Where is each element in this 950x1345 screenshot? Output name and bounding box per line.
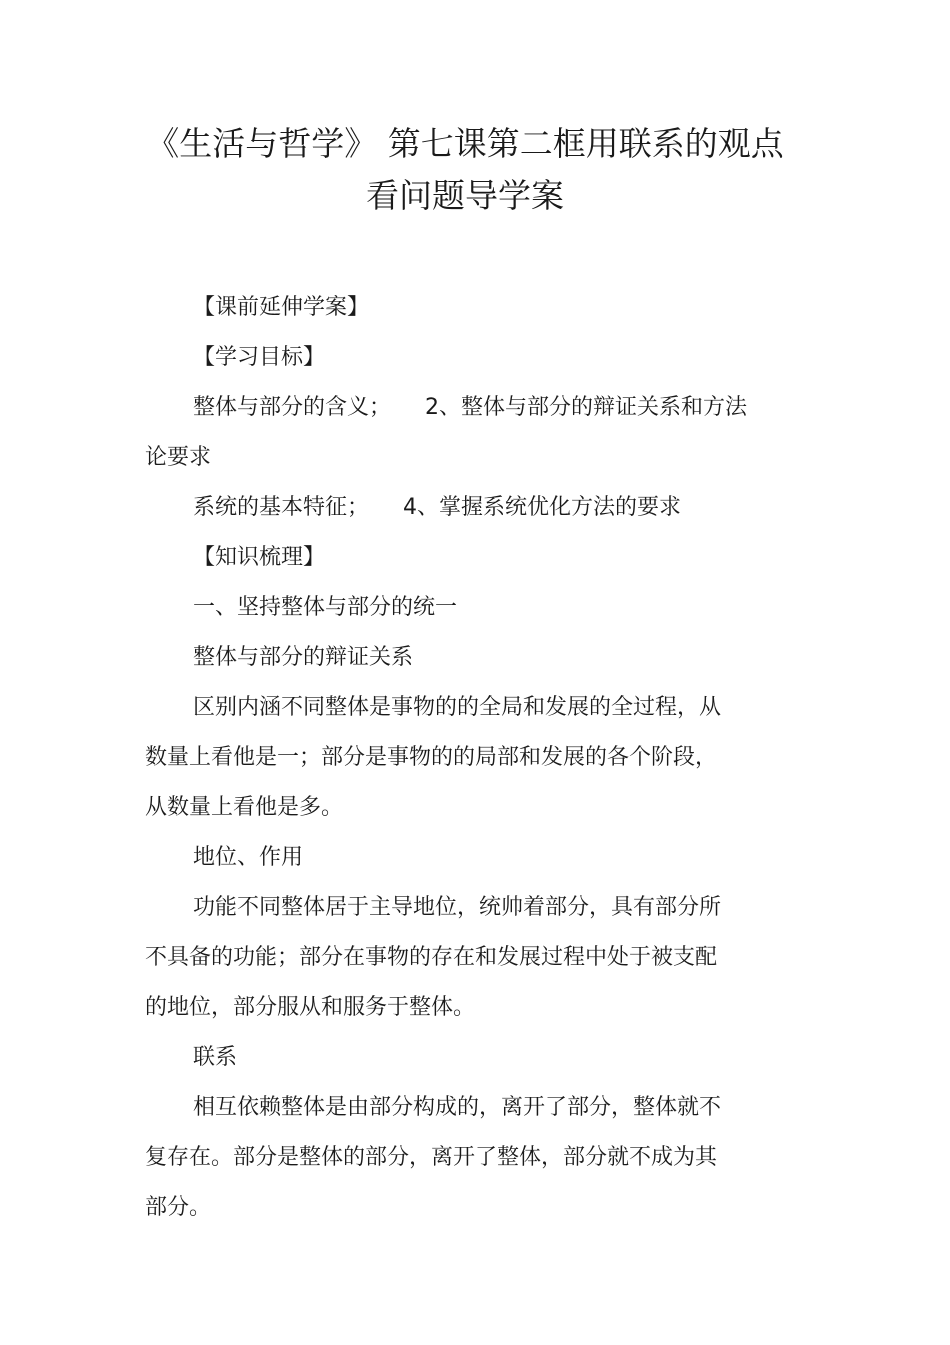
objective-1: 整体与部分的含义； bbox=[193, 395, 392, 420]
objective-3: 系统的基本特征； bbox=[193, 495, 370, 520]
title-line-2: 看问题导学案 bbox=[366, 176, 564, 215]
distinction-line-1: 区别内涵不同整体是事物的的全局和发展的全过程，从 bbox=[193, 695, 722, 720]
dependence-line-2: 复存在。部分是整体的部分，离开了整体，部分就不成为其 bbox=[145, 1145, 718, 1170]
objectives-line-1 bbox=[145, 383, 765, 433]
title-line-1: 《生活与哲学》 第七课第二框用联系的观点 bbox=[146, 124, 784, 163]
document-title bbox=[145, 118, 785, 222]
dependence-line-3: 部分。 bbox=[145, 1195, 212, 1220]
objective-4: 4、掌握系统优化方法的要求 bbox=[403, 495, 682, 520]
heading-objectives: 【学习目标】 bbox=[193, 345, 326, 370]
section-heading-1: 一、坚持整体与部分的统一 bbox=[193, 595, 458, 620]
objectives-line-2: 论要求 bbox=[145, 445, 212, 470]
distinction-line-3: 从数量上看他是多。 bbox=[145, 795, 344, 820]
dependence-line-1: 相互依赖整体是由部分构成的，离开了部分，整体就不 bbox=[193, 1095, 722, 1120]
subsection-relation: 整体与部分的辩证关系 bbox=[193, 645, 414, 670]
distinction-line-2: 数量上看他是一；部分是事物的的局部和发展的各个阶段， bbox=[145, 745, 718, 770]
objective-2: 2、整体与部分的辩证关系和方法 bbox=[425, 395, 748, 420]
heading-pre-class: 【课前延伸学案】 bbox=[193, 295, 370, 320]
connection-heading: 联系 bbox=[193, 1045, 238, 1070]
function-line-2: 不具备的功能；部分在事物的存在和发展过程中处于被支配 bbox=[145, 945, 718, 970]
function-line-3: 的地位，部分服从和服务于整体。 bbox=[145, 995, 476, 1020]
document-body bbox=[145, 283, 765, 1233]
heading-knowledge: 【知识梳理】 bbox=[193, 545, 326, 570]
status-role-heading: 地位、作用 bbox=[193, 845, 304, 870]
objectives-line-3 bbox=[145, 483, 765, 533]
function-line-1: 功能不同整体居于主导地位，统帅着部分，具有部分所 bbox=[193, 895, 722, 920]
